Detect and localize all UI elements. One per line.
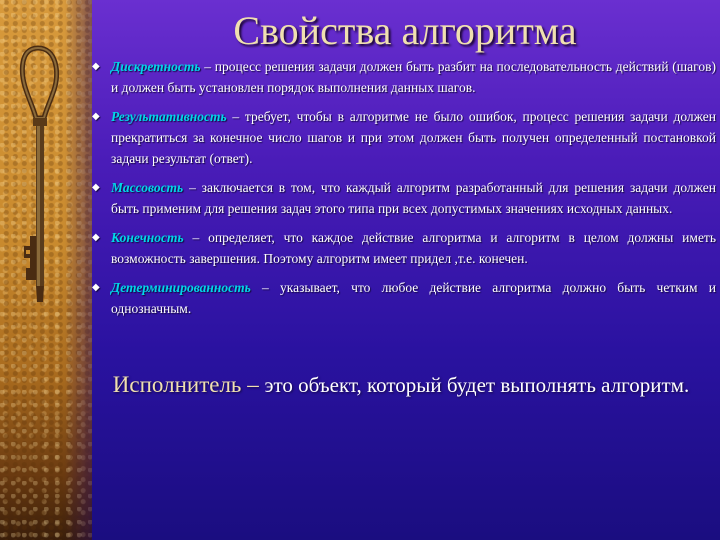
executor-definition: [96, 370, 706, 400]
term-label: Конечность: [111, 230, 184, 245]
executor-dash: –: [241, 372, 265, 397]
list-item-discreteness: [90, 56, 716, 98]
properties-list: [90, 56, 716, 319]
diamond-bullet-icon: ◆: [92, 182, 100, 193]
term-definition: – требует, чтобы в алгоритме не было ошибок, процесс решения задачи должен прекратиться за конечное число шагов и при этом должен быть получен определенный постановкой задачи результат (ответ).: [111, 109, 716, 166]
slide-title: Свойства алгоритма: [233, 8, 577, 53]
term-label: Результативность: [111, 109, 227, 124]
decorative-side-panel: [0, 0, 92, 540]
list-item-determinism: [90, 277, 716, 319]
term-definition: – процесс решения задачи должен быть разбит на последовательность действий (шагов) и должен быть установлен порядок выполнения данных шагов.: [111, 59, 716, 95]
term-label: Детерминированность: [111, 280, 251, 295]
term-label: Дискретность: [111, 59, 201, 74]
term-definition: – определяет, что каждое действие алгоритма и алгоритм в целом должны иметь возможность завершения. Поэтому алгоритм имеет придел ,т.е. конечен.: [111, 230, 716, 266]
list-item-effectiveness: [90, 106, 716, 169]
diamond-bullet-icon: ◆: [92, 282, 100, 293]
skeleton-key-icon: [8, 40, 78, 310]
term-label: Массовость: [111, 180, 184, 195]
diamond-bullet-icon: ◆: [92, 61, 100, 72]
properties-list-container: [90, 56, 716, 327]
executor-text: это объект, который будет выполнять алгоритм.: [264, 373, 690, 397]
diamond-bullet-icon: ◆: [92, 111, 100, 122]
list-item-finiteness: [90, 227, 716, 269]
executor-term: Исполнитель: [112, 372, 242, 397]
term-definition: – указывает, что любое действие алгоритма должно быть четким и однозначным.: [111, 280, 716, 316]
term-definition: – заключается в том, что каждый алгоритм разработанный для решения задачи должен быть применим для решения задач этого типа при всех допустимых значениях исходных данных.: [111, 180, 716, 216]
list-item-generality: [90, 177, 716, 219]
diamond-bullet-icon: ◆: [92, 232, 100, 243]
